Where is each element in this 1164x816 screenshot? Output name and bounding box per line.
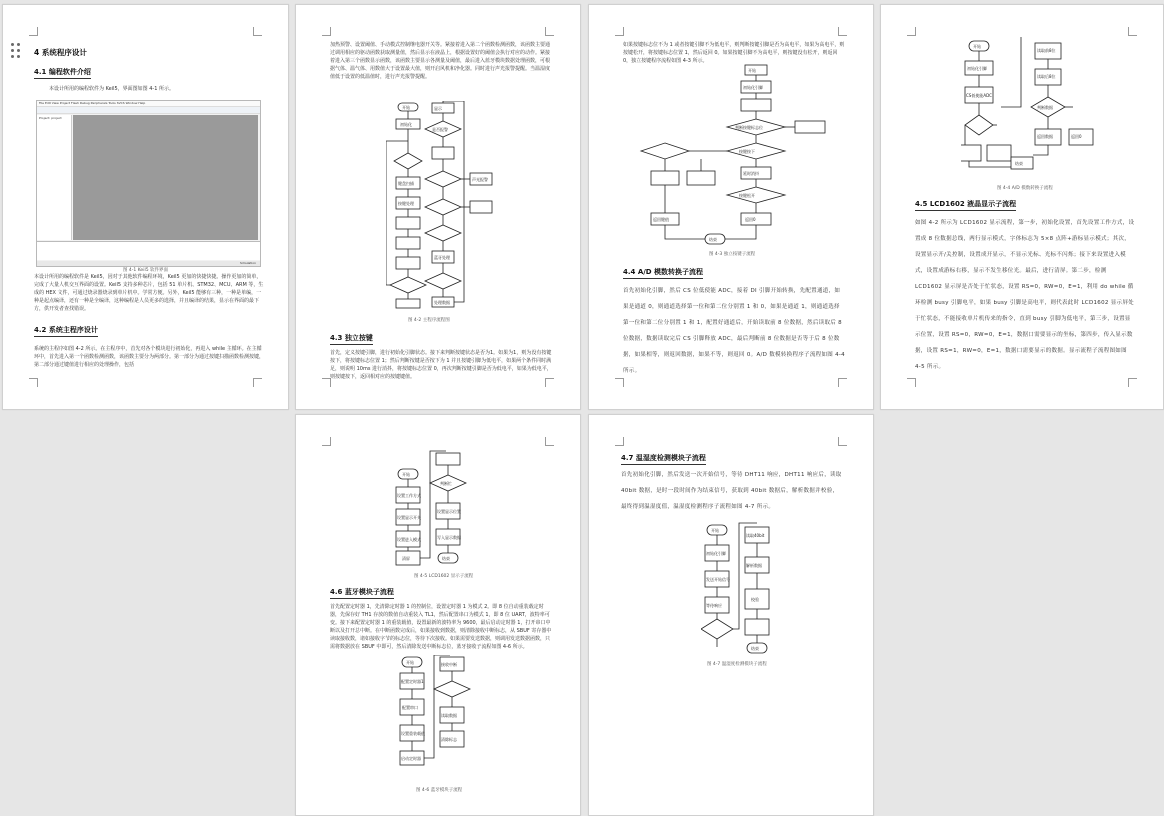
fc-node: [741, 99, 771, 111]
fc-node: [434, 681, 470, 697]
crop-mark: [29, 378, 38, 387]
crop-mark: [1128, 378, 1137, 387]
fc-label: 初始化引脚: [706, 551, 726, 556]
fc-label: 等待响应: [706, 603, 722, 608]
fc-label: 按键处理: [398, 201, 414, 206]
lcd1602-flowchart: [392, 449, 482, 569]
fc-label: 开始: [402, 105, 410, 110]
crop-mark: [29, 27, 38, 36]
heading-4: 4 系统程序设计: [34, 48, 87, 57]
figure-caption: 图 4-3 独立按键子流程: [709, 252, 756, 257]
fc-node: [394, 153, 422, 169]
heading-4-4: 4.4 A/D 模数转换子流程: [623, 267, 703, 279]
figure-caption: 图 4-5 LCD1602 显示子流程: [414, 574, 474, 579]
fc-node: [425, 199, 461, 215]
fc-label: 返回0: [1071, 134, 1082, 139]
body-paragraph-top: 如果按键标志位不为 1 或者按键引脚不为低电平，则判断按键引脚是否为高电平，如果为高电平，则按键松开，将按键标志位置 1，然后返回 0。如果按键引脚不为高电平，则按键没有松开，则返回 0，独立按键程序流程如图 4-3 所示。: [623, 42, 845, 64]
crop-mark: [838, 27, 847, 36]
body-paragraph: 首先初始化引脚，然后发送一次开始信号，等待 DHT11 响应，DHT11 响应后，读取 40bit 数据，是时一段时间作为结束信号，获取到 40bit 数据后，解析数据并校验，最终得到温湿度值，温湿度检测程序子流程如图 4-7 所示。: [621, 472, 842, 510]
fc-node: [727, 187, 785, 203]
fc-node: [795, 121, 825, 133]
crop-mark: [1128, 27, 1137, 36]
crop-mark: [615, 437, 624, 446]
fc-label: 设置显示位置: [437, 509, 461, 514]
crop-mark: [907, 27, 916, 36]
fc-label: 读取40bit: [746, 533, 765, 538]
fc-label: 蓝牙处理: [434, 255, 450, 260]
fc-label: 配置定时器1: [401, 679, 424, 684]
fc-label: CS低使能ADC: [966, 93, 992, 98]
fc-node: [425, 171, 461, 187]
main-program-flowchart: [386, 101, 496, 311]
crop-mark: [838, 437, 847, 446]
fc-label: 读取前8位: [1037, 48, 1056, 53]
fc-label: 处理数据: [434, 300, 450, 305]
fc-label: 按键按下: [739, 149, 755, 154]
fc-node: [396, 257, 420, 269]
keil-screenshot: [36, 100, 261, 267]
figure-caption: 图 4-4 A/D 模数转换子流程: [997, 186, 1053, 191]
key-scan-flowchart: [625, 63, 835, 253]
fc-node: [965, 115, 993, 135]
fc-label: 判断数据: [1037, 105, 1053, 110]
screenshot-editor-area: [73, 115, 258, 240]
document-page-1[interactable]: [2, 4, 289, 410]
document-page-2[interactable]: [295, 4, 581, 410]
fc-label: 结束: [1015, 161, 1023, 166]
heading-4-2: 4.2 系统主程序设计: [34, 325, 98, 337]
body-paragraph: 本设计所用的编程软件是 Keil5，因对于其他软件编程环境，Keil5 更加的快捷快捷。操作更加的简单，完成了大量人机交互界面的设置。Keil5 支持多种芯片，包括 51 单片机、STM32、MCU、ARM 等，生成的 HEX 文件，可通过烧录器烧录到单片机中。学常方便。另外，Keil5 能够有三种，一种是单编，一种是起点编译，还有一种是全编译，这种编程是人员更多的选择，并且编译的结果，显示在界面的最下方，供开发者查找错误。: [34, 274, 264, 312]
figure-caption: 图 4-2 主程序流程图: [408, 318, 450, 323]
fc-label: 判断按键标志位: [735, 125, 763, 130]
heading-4-5: 4.5 LCD1602 液晶显示子流程: [915, 199, 1016, 211]
fc-node: [641, 143, 689, 159]
fc-node: [396, 237, 420, 249]
adc-flowchart: [961, 37, 1101, 177]
crop-mark: [253, 27, 262, 36]
screenshot-project-panel: Project: project: [37, 115, 72, 240]
fc-node: [432, 147, 454, 159]
fc-label: 设置工作方式: [397, 493, 421, 498]
fc-node: [687, 171, 715, 185]
fc-label: 设置重装载值: [401, 731, 425, 736]
fc-label: 判断忙: [440, 481, 452, 486]
crop-mark: [545, 27, 554, 36]
fc-label: 设置显示开关: [397, 515, 421, 520]
fc-label: 初始化引脚: [743, 85, 763, 90]
bluetooth-flowchart: [396, 655, 476, 785]
fc-node: [745, 619, 769, 635]
body-paragraph-2: 系统的主程序如图 4-2 所示。在主程序中，首先对各个模块进行初始化，再进入 while 主循环。在主循环中，首先进入第一个函数检测函数，该函数主要分为两部分。第一部分为通过按键扫描函数检测按键，第二部分通过键值进行相应的处理操作，包括: [34, 346, 265, 368]
fc-label: 读取后8位: [1037, 74, 1056, 79]
fc-label: 开始: [711, 528, 719, 533]
fc-label: 开始: [406, 660, 414, 665]
fc-node: [390, 277, 426, 293]
fc-node: [425, 225, 461, 241]
fc-node: [396, 217, 420, 229]
fc-label: 声光报警: [472, 177, 488, 182]
body-paragraph: 如图 4-2 所示为 LCD1602 显示流程，第一步，初始化设置，首先设置工作方式，设置成 8 位数据总线，两行显示模式，字体标志为 5×8 点阵+游标显示模式；其次，设置显示开/关控制，设置成开显示，不显示光标、光标不闪烁；接下来设置进入模式，设置成游标右移，显示不发生移位光。最后，进行清屏。第二步，检测 LCD1602 显示屏是否处于忙状态，设置 RS=0，RW=0，E=1，利用 do while 循环检测 busy 引脚电平，如果 busy 引脚是高电平，则代表此时 LCD1602 显示屏处于忙状态，不能接收单片机传来的指令，直到 busy 引脚为低电平，第三步，设置显示位置，设置 RS=0，RW=0，E=1，数据口需要显示的坐标，第四步，传入显示数据，设置 RS=1，RW=0，E=1，数据口需要显示的数据。显示流程子流程图如图 4-5 所示。: [915, 220, 1135, 370]
heading-4-6: 4.6 蓝牙模块子流程: [330, 587, 394, 599]
heading-4-3: 4.3 独立按键: [330, 333, 373, 345]
fc-label: 初始化引脚: [967, 66, 987, 71]
crop-mark: [907, 378, 916, 387]
fc-node: [396, 299, 420, 308]
fc-label: 开始: [973, 44, 981, 49]
crop-mark: [253, 378, 262, 387]
fc-label: 是否报警: [432, 127, 448, 132]
body-paragraph-top: 加热预警、设置阈值、手动模式控制继电器开关等。紧接着进入第二个函数检测函数，该函数主要通过调用相应的驱动函数获取测量值，然后显示在液晶上，根据设置好的阈值会执行对应的动作。紧接着进入第三个函数显示函数，该函数主要显示各测量及阈值，最后进入蓝牙模块数据处理函数，可根据气体、温气体、用数值大于设置最大值，则开启风机和净化器。同时进行声光报警提醒。当温湿度值低于设置的低温值时，进行声光报警提醒。: [330, 42, 551, 80]
figure-caption-b: 图 4-6 蓝牙模块子流程: [416, 788, 463, 793]
fc-label: 校验: [751, 597, 759, 602]
fc-node: [436, 453, 460, 465]
fc-label: 配置串口: [402, 705, 418, 710]
body-paragraph: 首先，定义按键引脚，进行初始化引脚状态。接下来判断按键状态是否为1。如果为1，则为没有按键按下，将按键标志位置 1；然后判断按键是否按下为 1 并且按键引脚为低电平，如果两个条件同时满足，则说明 10ms 进行消抖，将按键标志位置 0，再次判断按键引脚是否为低电平，如果为低电平，则按键按下，返回相对应的按键键值。: [330, 350, 552, 380]
heading-4-7: 4.7 温湿度检测模块子流程: [621, 453, 706, 465]
crop-mark: [322, 27, 331, 36]
screenshot-build-output: [37, 241, 260, 260]
intro-text: 本设计所用的编程软件为 Keil5，界面图如图 4-1 所示。: [49, 86, 175, 92]
fc-label: 结束: [751, 646, 759, 651]
fc-node: [425, 273, 461, 289]
crop-mark: [838, 378, 847, 387]
fc-label: 开始: [402, 472, 410, 477]
crop-mark: [615, 378, 624, 387]
document-page-3[interactable]: [588, 4, 874, 410]
fc-label: 结束: [709, 237, 717, 242]
fc-label: 启动定时器: [401, 756, 421, 761]
fc-node: [727, 143, 785, 159]
fc-label: 返回键值: [653, 217, 669, 222]
fc-label: 按键松开: [739, 193, 755, 198]
figure-caption: 图 4-7 温湿度检测模块子流程: [707, 662, 767, 667]
drag-handle-icon[interactable]: [11, 43, 23, 61]
screenshot-menubar: File Edit View Project Flash Debug Peripherals Tools SVCS Window Help: [37, 101, 260, 107]
fc-node: [987, 145, 1011, 161]
fc-label: 清屏: [402, 556, 410, 561]
figure-caption: 图 4-1 Keil5 软件界面: [123, 268, 168, 273]
screenshot-toolbar: [37, 107, 260, 114]
fc-node: [961, 145, 981, 161]
body-paragraph: 首先初始化引脚，然后 CS 位低使能 ADC，接着 DI 引脚开始转换，先配置通道，如果是通道 0，则通道选择第一位和第二位分别置 1 和 0，如果是通道 1，则通道选择第一位和第二位分别置 1 和 1，配置好通道后，开始读取前 8 位数据，然后读取后 8 位数据，数据读取完后 CS 引脚释放 ADC，最后判断前 8 位数据是否等于后 8 位数据，如果相等，则返回数据，如果不等，则返回 0。A/D 数模转换程序子流程如图 4-4 所示。: [623, 288, 845, 374]
body-paragraph: 首先配置定时器 1，先清除定时器 1 的控制位，设置定时器 1 为模式 2。即 8 位自动重装载定时器，先保存好 TH1 存放的数值自动重装入 TL1，然后配置串口为模式 1，即 8 位 UART，波特率可变。接下来配置定时器 1 的重装载值，设置最新的波特率为 9600，最后启动定时器 1，打开串口中断以及打开总中断。在中断函数完成后，如果接收到数据，则清除接收中断标志，从 SBUF 寄存器中读取接收数，诸如接收字节的标志位，等待下次接收。如果需要发送数据，则调用发送数据函数，只需将数据放在 SBUF 中即可，然后清除发送中断标志位，蓝牙接收子流程如图 4-6 所示。: [330, 604, 552, 650]
fc-label: 返回数据: [1037, 134, 1053, 139]
fc-label: 返回0: [745, 217, 756, 222]
fc-label: 解析数据: [746, 563, 762, 568]
fc-label: 延时消抖: [743, 171, 759, 176]
fc-label: 键盘扫描: [398, 181, 414, 186]
fc-label: 写入显示数据: [437, 535, 461, 540]
fc-label: 接收中断: [441, 662, 457, 667]
fc-label: 设置进入模式: [397, 537, 421, 542]
dht11-flowchart: [701, 519, 781, 659]
fc-label: 显示: [434, 106, 442, 111]
fc-node: [470, 201, 492, 213]
crop-mark: [615, 27, 624, 36]
fc-node: [701, 619, 733, 639]
screenshot-statusbar: Simulation: [37, 261, 260, 266]
fc-label: 清除标志: [441, 737, 457, 742]
document-page-5[interactable]: [295, 414, 581, 816]
document-page-4[interactable]: [880, 4, 1164, 410]
crop-mark: [322, 437, 331, 446]
fc-label: 读取数据: [441, 713, 457, 718]
fc-label: 发送开始信号: [706, 577, 730, 582]
fc-node: [651, 171, 679, 185]
fc-label: 结束: [442, 556, 450, 561]
document-page-6[interactable]: [588, 414, 874, 816]
crop-mark: [545, 437, 554, 446]
fc-label: 初始化: [400, 122, 412, 127]
heading-4-1: 4.1 编程软件介绍: [34, 67, 91, 79]
fc-label: 开始: [748, 68, 756, 73]
